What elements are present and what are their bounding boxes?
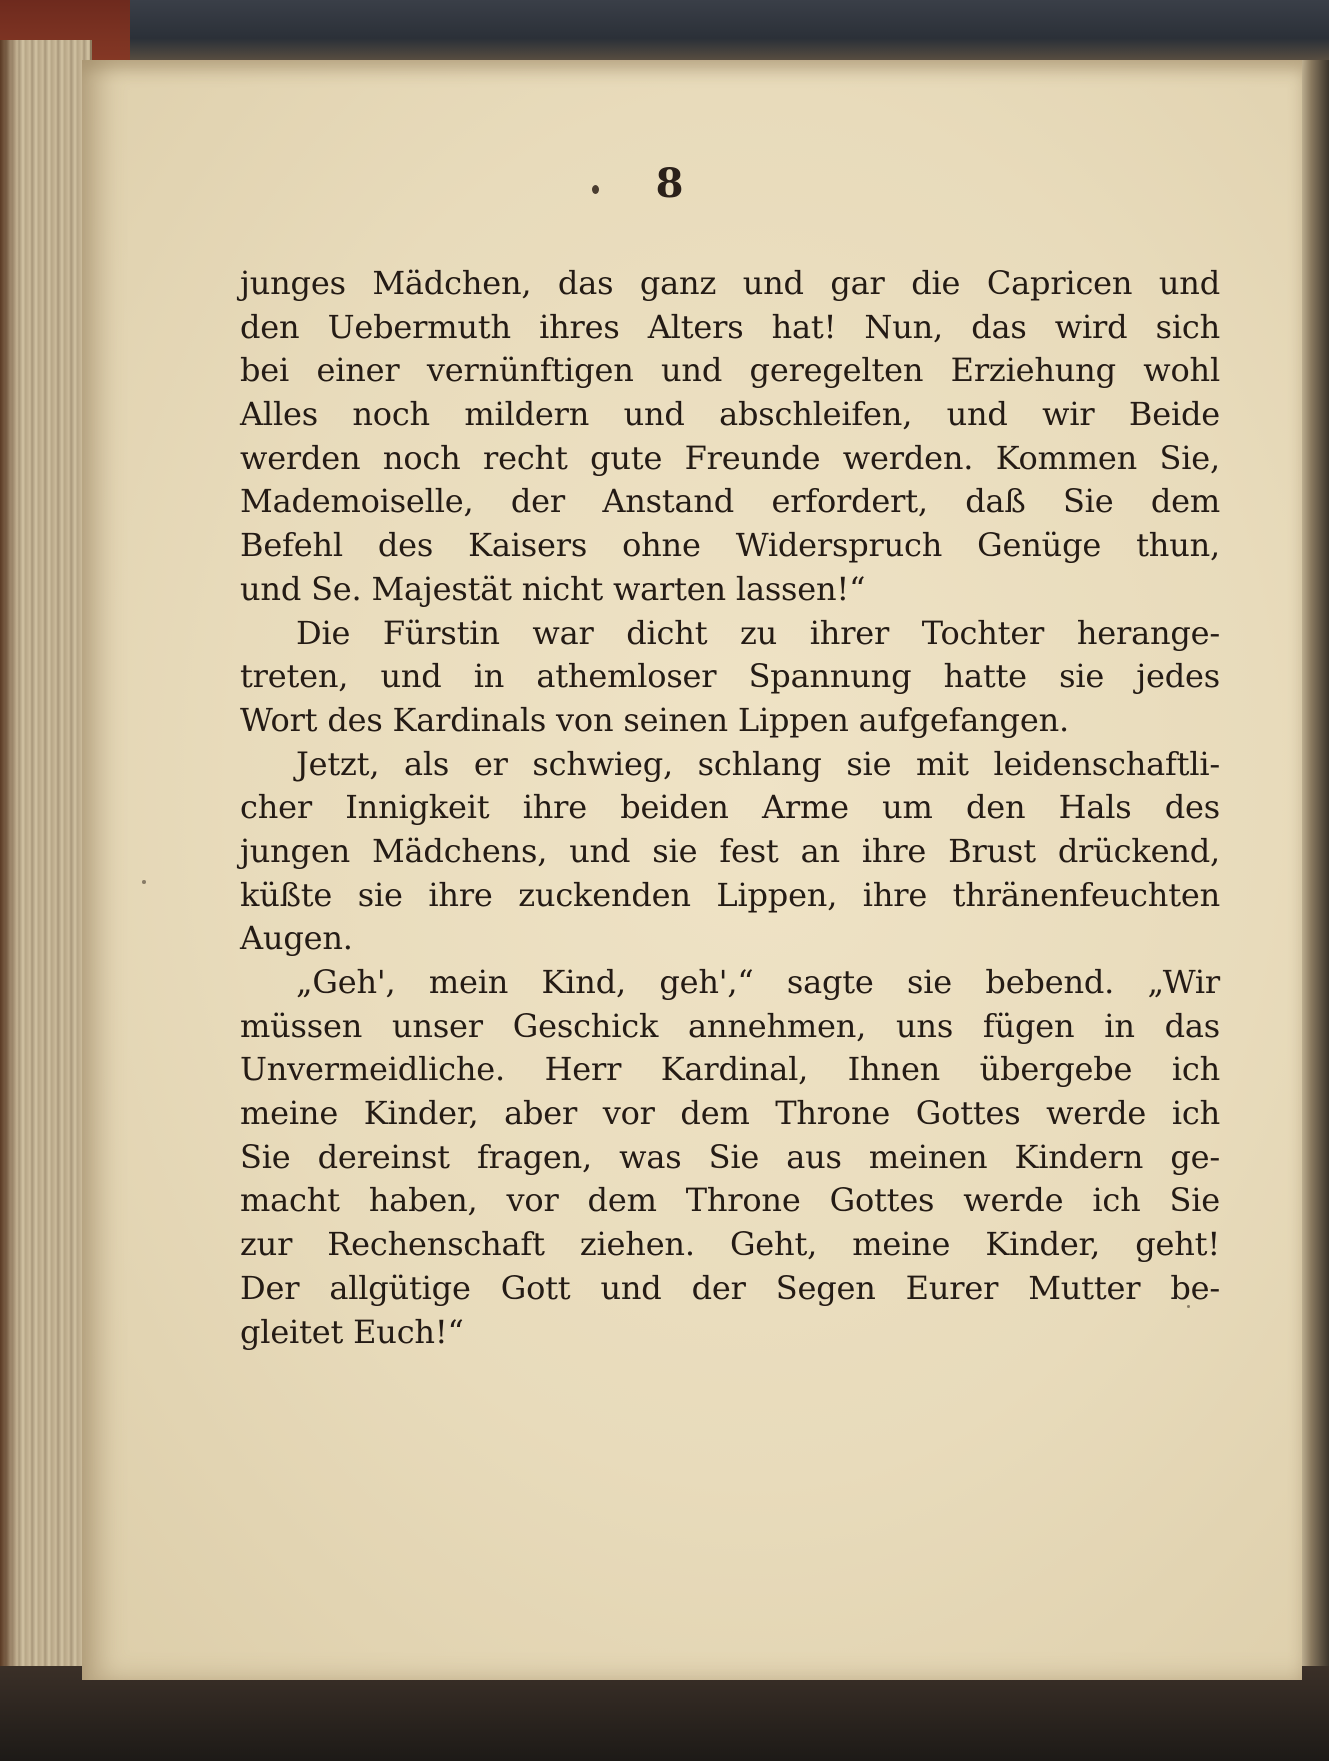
text-line: küßte sie ihre zuckenden Lippen, ihre thränenfeuchten: [240, 875, 1220, 914]
text-line: junges Mädchen, das ganz und gar die Capricen und: [240, 264, 1220, 302]
text-line: Wort des Kardinals von seinen Lippen aufgefangen.: [240, 700, 1069, 739]
text-line: Befehl des Kaisers ohne Widerspruch Genüge thun,: [240, 526, 1220, 565]
ink-speck: [142, 880, 146, 884]
text-line: Unvermeidliche. Herr Kardinal, Ihnen übergebe ich: [240, 1050, 1220, 1089]
page-right-edge: [1299, 60, 1329, 1680]
text-line: Alles noch mildern und abschleifen, und wir Beide: [240, 395, 1220, 434]
body-text: [240, 262, 1220, 1354]
text-line: Mademoiselle, der Anstand erfordert, daß Sie dem: [240, 482, 1220, 521]
text-line: macht haben, vor dem Throne Gottes werde ich Sie: [240, 1181, 1220, 1220]
text-line: Jetzt, als er schwieg, schlang sie mit leidenschaftli-: [296, 744, 1220, 783]
spine-shadow: [0, 40, 18, 1680]
book-binding-bottom: [0, 1666, 1329, 1761]
text-line: müssen unser Geschick annehmen, uns fügen in das: [240, 1006, 1220, 1045]
text-line: treten, und in athemloser Spannung hatte sie jedes: [240, 657, 1220, 696]
text-line: Sie dereinst fragen, was Sie aus meinen Kindern ge-: [240, 1137, 1220, 1176]
text-line: Augen.: [240, 919, 353, 958]
text-line: zur Rechenschaft ziehen. Geht, meine Kinder, geht!: [240, 1225, 1220, 1264]
text-line: und Se. Majestät nicht warten lassen!“: [240, 569, 866, 608]
text-line: bei einer vernünftigen und geregelten Erziehung wohl: [240, 351, 1220, 390]
text-line: meine Kinder, aber vor dem Throne Gottes werde ich: [240, 1094, 1220, 1133]
text-line: Die Fürstin war dicht zu ihrer Tochter herange-: [296, 613, 1220, 652]
text-line: Der allgütige Gott und der Segen Eurer Mutter be-: [240, 1268, 1220, 1307]
text-line: den Uebermuth ihres Alters hat! Nun, das wird sich: [240, 307, 1220, 346]
text-line: „Geh', mein Kind, geh',“ sagte sie bebend. „Wir: [296, 963, 1220, 1001]
text-line: werden noch recht gute Freunde werden. Kommen Sie,: [240, 438, 1220, 477]
text-line: jungen Mädchens, und sie fest an ihre Brust drückend,: [240, 831, 1220, 870]
text-line: cher Innigkeit ihre beiden Arme um den Hals des: [240, 788, 1220, 827]
text-line: gleitet Euch!“: [240, 1312, 464, 1351]
page-number: 8: [655, 160, 684, 207]
